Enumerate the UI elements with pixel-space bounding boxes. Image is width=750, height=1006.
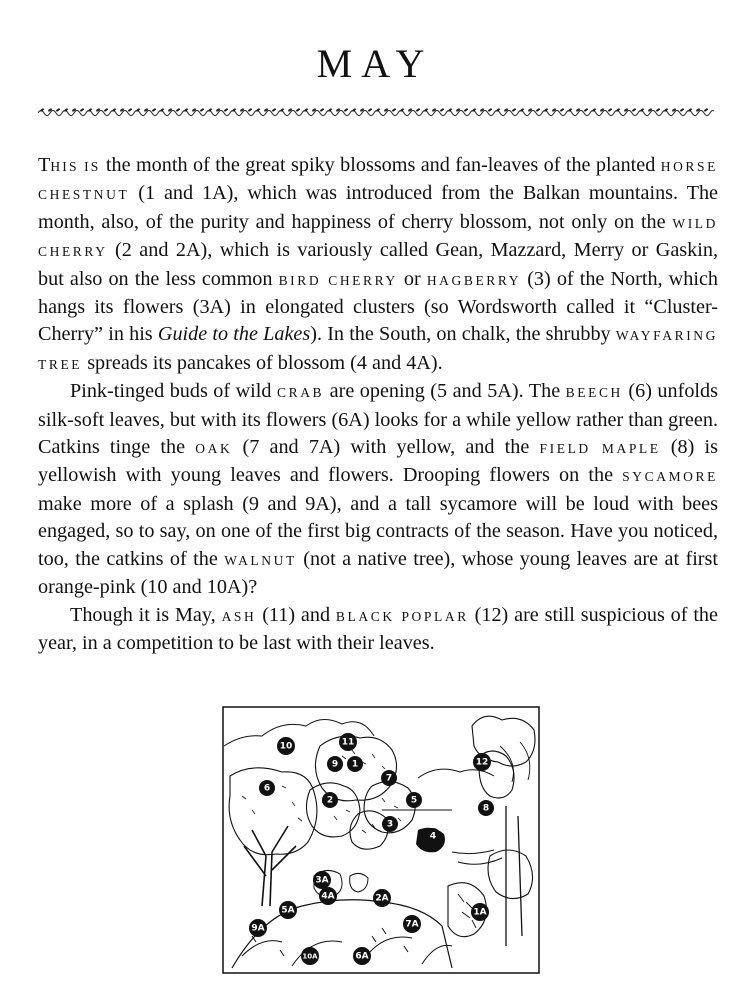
label-badge-7 bbox=[381, 770, 397, 786]
text-run: Pink-tinged buds of wild bbox=[70, 380, 277, 403]
text-run: (8) is yellowish with young leaves and flowers. Drooping flowers on the bbox=[38, 436, 718, 487]
tree-name: WAYFARING TREE bbox=[38, 328, 718, 372]
svg-text:12: 12 bbox=[475, 757, 489, 768]
paragraph-1 bbox=[38, 152, 718, 378]
illustration-frame bbox=[223, 707, 539, 973]
tree-name: HAGBERRY bbox=[426, 272, 522, 288]
text-run: or bbox=[397, 267, 427, 290]
svg-text:3A: 3A bbox=[315, 875, 329, 886]
svg-text:9A: 9A bbox=[251, 923, 265, 934]
svg-text:5: 5 bbox=[410, 795, 418, 806]
label-badge-9 bbox=[327, 756, 343, 772]
label-badge-11 bbox=[339, 733, 357, 751]
text-run: (2 and 2A), which is variously called Gean, Mazzard, Merry or Gaskin, but also on the less common bbox=[38, 239, 718, 290]
svg-text:2: 2 bbox=[326, 795, 334, 806]
svg-text:10A: 10A bbox=[302, 952, 318, 961]
label-badge-10a bbox=[301, 947, 319, 965]
svg-text:9: 9 bbox=[331, 759, 339, 770]
text-run: spreads its pancakes of blossom (4 and 4A). bbox=[82, 351, 443, 374]
svg-text:7A: 7A bbox=[405, 919, 419, 930]
tree-name: BEECH bbox=[565, 385, 623, 401]
paragraph-3 bbox=[38, 602, 718, 658]
svg-text:8: 8 bbox=[482, 803, 490, 814]
label-badge-6 bbox=[259, 780, 275, 796]
lead-in-words: THIS IS bbox=[38, 154, 101, 176]
tree-name: BLACK POPLAR bbox=[335, 608, 469, 624]
label-badge-2a bbox=[373, 889, 391, 907]
svg-text:2A: 2A bbox=[375, 893, 389, 904]
text-run: (12) are still suspicious of the year, in a competition to be last with their leaves. bbox=[38, 603, 718, 654]
text-run: make more of a splash (9 and 9A), and a tall sycamore will be loud with bees engaged, so to say, on one of the first big contracts of the season. Have you noticed, too, the catkins of the bbox=[38, 492, 718, 570]
text-run: (3) of the North, which hangs its flowers (3A) in elongated clusters (so Wordsworth called it “Cluster-Cherry” in his bbox=[38, 267, 719, 346]
label-badge-8 bbox=[478, 800, 494, 816]
label-badge-5a bbox=[279, 901, 297, 919]
label-badge-4 bbox=[425, 828, 441, 844]
tree-name: CRAB bbox=[276, 385, 325, 401]
tree-name: SYCAMORE bbox=[622, 469, 718, 485]
tree-name: BIRD CHERRY bbox=[278, 272, 398, 288]
label-badge-6a bbox=[353, 947, 371, 965]
decorative-vine-rule bbox=[38, 106, 714, 120]
text-run: (11) and bbox=[256, 603, 336, 626]
svg-text:1: 1 bbox=[351, 759, 359, 770]
label-badge-7a bbox=[403, 915, 421, 933]
svg-text:3: 3 bbox=[386, 819, 394, 830]
text-run: (1 and 1A), which was introduced from the Balkan mountains. The month, also, of the purity and happiness of cherry blossom, not only on the bbox=[38, 182, 718, 233]
text-run: Though it is May, bbox=[70, 603, 222, 626]
text-run: (6) unfolds silk-soft leaves, but with its flowers (6A) looks for a while yellow rather than green. Catkins tinge the bbox=[38, 380, 718, 459]
label-badge-4a bbox=[319, 887, 337, 905]
body-text bbox=[38, 152, 718, 657]
text-run: the month of the great spiky blossoms and fan-leaves of the planted bbox=[100, 154, 661, 176]
book-title: Guide to the Lakes bbox=[157, 323, 311, 346]
tree-name: WILD CHERRY bbox=[38, 215, 718, 260]
label-badge-10 bbox=[277, 737, 295, 755]
svg-text:1A: 1A bbox=[473, 907, 487, 918]
svg-text:6: 6 bbox=[263, 783, 271, 794]
svg-text:10: 10 bbox=[279, 741, 293, 752]
text-run: ). In the South, on chalk, the shrubby bbox=[310, 323, 616, 346]
label-badge-12 bbox=[473, 753, 491, 771]
tree-name: ASH bbox=[221, 608, 257, 624]
label-badge-2 bbox=[322, 792, 338, 808]
text-run: (not a native tree), whose young leaves are at first orange-pink (10 and 10A)? bbox=[38, 547, 718, 599]
tree-illustration bbox=[222, 706, 540, 974]
svg-text:11: 11 bbox=[341, 737, 355, 748]
tree-name: FIELD MAPLE bbox=[539, 441, 661, 457]
label-badge-1a bbox=[471, 903, 489, 921]
text-run: (7 and 7A) with yellow, and the bbox=[232, 436, 540, 459]
label-badge-5 bbox=[406, 792, 422, 808]
label-badge-9a bbox=[249, 919, 267, 937]
svg-text:7: 7 bbox=[385, 773, 393, 784]
label-badge-3 bbox=[382, 816, 398, 832]
paragraph-2 bbox=[38, 378, 718, 601]
tree-name: WALNUT bbox=[224, 552, 297, 568]
tree-name: HORSE CHESTNUT bbox=[38, 159, 718, 203]
label-badge-3a bbox=[313, 871, 331, 889]
svg-text:4A: 4A bbox=[321, 891, 335, 902]
label-badge-1 bbox=[347, 756, 363, 772]
text-run: are opening (5 and 5A). The bbox=[324, 380, 566, 403]
tree-name: OAK bbox=[195, 441, 233, 457]
svg-text:6A: 6A bbox=[355, 951, 369, 962]
page-title: MAY bbox=[316, 41, 434, 86]
svg-text:4: 4 bbox=[429, 831, 437, 842]
svg-text:5A: 5A bbox=[281, 905, 295, 916]
